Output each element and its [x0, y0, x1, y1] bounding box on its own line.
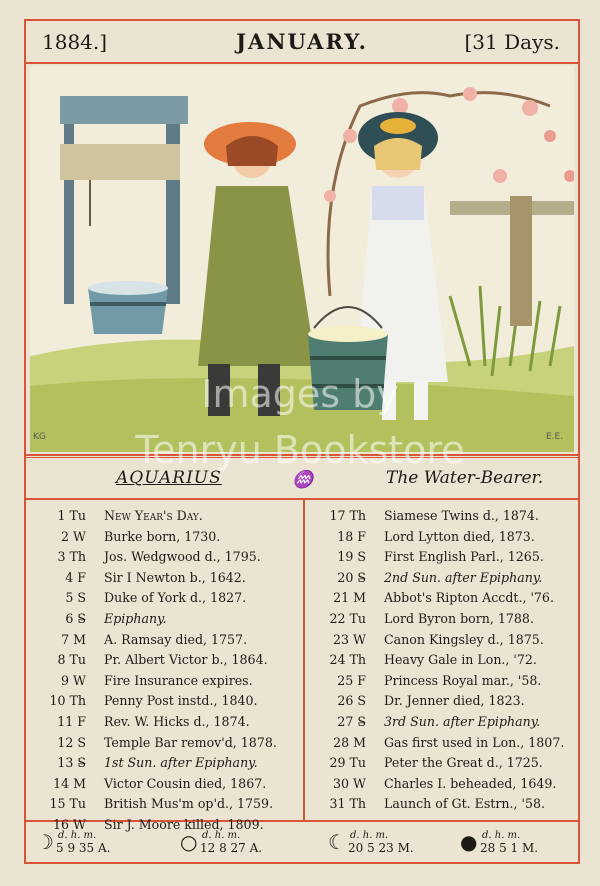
moon-phases — [30, 826, 574, 860]
calendar-day-row — [30, 588, 300, 609]
day-event: Duke of York d., 1827. — [104, 590, 247, 606]
calendar-day-row — [30, 794, 300, 815]
day-event: Penny Post instd., 1840. — [104, 693, 258, 709]
day-label: 23 W — [333, 631, 366, 647]
zodiac-sign: AQUARIUS — [116, 468, 222, 488]
day-label: 24 Th — [329, 652, 366, 668]
day-event: A. Ramsay died, 1757. — [104, 631, 248, 647]
day-label: 25 F — [337, 672, 366, 688]
day-label: 28 M — [333, 734, 366, 750]
day-label: 12 S — [57, 734, 86, 750]
illustration — [30, 66, 574, 452]
days-count: [31 Days. — [464, 30, 560, 54]
moon-phase-units: d. h. m. — [482, 830, 521, 841]
day-label: 3 Th — [57, 549, 86, 565]
day-label: 4 F — [65, 569, 86, 585]
day-label: 19 S — [337, 549, 366, 565]
moon-phase-units: d. h. m. — [350, 830, 389, 841]
day-event: Jos. Wedgwood d., 1795. — [104, 549, 261, 565]
day-label: 9 W — [61, 672, 86, 688]
moon-phase-icon: ● — [460, 830, 478, 854]
watermark-line-2: Tenryu Bookstore — [135, 428, 465, 472]
day-label: 2 W — [61, 528, 86, 544]
day-event: Pr. Albert Victor b., 1864. — [104, 652, 268, 668]
zodiac-name: The Water-Bearer. — [386, 468, 544, 488]
zodiac-heading — [30, 462, 574, 494]
children-at-well-illustration — [30, 66, 574, 452]
day-label: 15 Tu — [49, 796, 86, 812]
calendar-day-row — [306, 547, 576, 568]
moon-phase-time: 12 8 27 A. — [200, 841, 263, 855]
calendar-day-row — [306, 794, 576, 815]
day-event: Fire Insurance expires. — [104, 672, 253, 688]
moon-phase-units: d. h. m. — [58, 830, 97, 841]
calendar-day-row — [306, 691, 576, 712]
calendar-day-row — [306, 650, 576, 671]
day-label: 21 M — [333, 590, 366, 606]
day-event: Sir I Newton b., 1642. — [104, 569, 246, 585]
day-event: Canon Kingsley d., 1875. — [384, 631, 544, 647]
calendar-day-row — [306, 527, 576, 548]
moon-phase-time: 5 9 35 A. — [56, 841, 111, 855]
days-column-right — [306, 506, 576, 815]
day-event: Lord Byron born, 1788. — [384, 610, 534, 626]
day-label: 5 S — [65, 590, 86, 606]
day-label: 27 S̶ — [337, 713, 366, 729]
day-label: 18 F — [337, 528, 366, 544]
day-event: New Year's Day. — [104, 508, 203, 523]
calendar-day-row — [30, 753, 300, 774]
aquarius-icon: ♒ — [292, 470, 314, 490]
calendar-day-row — [306, 609, 576, 630]
illustration-divider-thin — [26, 457, 578, 458]
day-event: 2nd Sun. after Epiphany. — [384, 569, 543, 585]
day-label: 6 S̶ — [65, 610, 86, 626]
moon-phase-icon: ☾ — [328, 830, 346, 854]
calendar-day-row — [306, 568, 576, 589]
day-event: First English Parl., 1265. — [384, 549, 544, 565]
moon-phase-icon: ○ — [180, 830, 198, 854]
day-event: Temple Bar remov'd, 1878. — [104, 734, 277, 750]
year-label: 1884.] — [42, 30, 108, 54]
calendar-day-row — [30, 630, 300, 651]
calendar-day-row — [306, 753, 576, 774]
calendar-day-row — [306, 588, 576, 609]
day-event: Dr. Jenner died, 1823. — [384, 693, 525, 709]
calendar-day-row — [30, 609, 300, 630]
day-event: Rev. W. Hicks d., 1874. — [104, 713, 250, 729]
day-label: 26 S — [337, 693, 366, 709]
day-label: 30 W — [333, 775, 366, 791]
calendar-day-row — [306, 712, 576, 733]
engraver-initials-right: E.E. — [546, 432, 564, 442]
header-divider — [26, 62, 578, 64]
day-label: 31 Th — [329, 796, 366, 812]
day-event: Epiphany. — [104, 610, 167, 626]
illustration-divider — [26, 454, 578, 456]
calendar-day-row — [30, 527, 300, 548]
calendar-day-row — [30, 733, 300, 754]
days-column-left — [30, 506, 300, 836]
day-label: 29 Tu — [329, 755, 366, 771]
day-label: 8 Tu — [57, 652, 86, 668]
day-label: 16 W — [53, 816, 86, 832]
day-event: Abbot's Ripton Accdt., '76. — [384, 590, 554, 606]
moon-phase-icon: ☽ — [36, 830, 54, 854]
moon-phase-time: 20 5 23 M. — [348, 841, 414, 855]
calendar-day-row — [30, 671, 300, 692]
calendar-day-row — [30, 691, 300, 712]
day-event: Heavy Gale in Lon., '72. — [384, 652, 537, 668]
day-event: Sir J. Moore killed, 1809. — [104, 816, 264, 832]
day-event: 1st Sun. after Epiphany. — [104, 755, 258, 771]
day-event: British Mus'm op'd., 1759. — [104, 796, 274, 812]
day-event: Charles I. beheaded, 1649. — [384, 775, 557, 791]
day-event: Lord Lytton died, 1873. — [384, 528, 535, 544]
column-divider — [303, 500, 305, 820]
zodiac-divider — [26, 498, 578, 500]
day-event: 3rd Sun. after Epiphany. — [384, 713, 541, 729]
day-event: Launch of Gt. Estrn., '58. — [384, 796, 545, 812]
day-event: Princess Royal mar., '58. — [384, 672, 542, 688]
calendar-day-row — [30, 568, 300, 589]
day-label: 1 Tu — [57, 508, 86, 523]
calendar-day-row — [30, 650, 300, 671]
watermark-line-1: Images by — [201, 372, 399, 416]
day-label: 11 F — [57, 713, 86, 729]
day-label: 14 M — [53, 775, 86, 791]
calendar-day-row — [30, 712, 300, 733]
month-title: JANUARY. — [236, 29, 368, 54]
day-label: 13 S̶ — [57, 755, 86, 771]
calendar-day-row — [30, 547, 300, 568]
day-label: 20 S̶ — [337, 569, 366, 585]
calendar-day-row — [306, 630, 576, 651]
calendar-day-row — [306, 671, 576, 692]
day-label: 10 Th — [49, 693, 86, 709]
calendar-day-row — [30, 506, 300, 527]
moon-phase-units: d. h. m. — [202, 830, 241, 841]
calendar-day-row — [306, 506, 576, 527]
day-event: Burke born, 1730. — [104, 528, 221, 544]
day-event: Gas first used in Lon., 1807. — [384, 734, 565, 750]
artist-initials-left: KG — [33, 432, 46, 442]
calendar-day-row — [306, 733, 576, 754]
calendar-day-row — [306, 774, 576, 795]
day-label: 22 Tu — [329, 610, 366, 626]
day-event: Victor Cousin died, 1867. — [104, 775, 267, 791]
moon-phase-time: 28 5 1 M. — [480, 841, 539, 855]
calendar-header — [30, 28, 574, 60]
day-label: 17 Th — [329, 508, 366, 523]
day-event: Peter the Great d., 1725. — [384, 755, 543, 771]
day-event: Siamese Twins d., 1874. — [384, 508, 539, 523]
day-label: 7 M — [61, 631, 86, 647]
calendar-day-row — [30, 774, 300, 795]
